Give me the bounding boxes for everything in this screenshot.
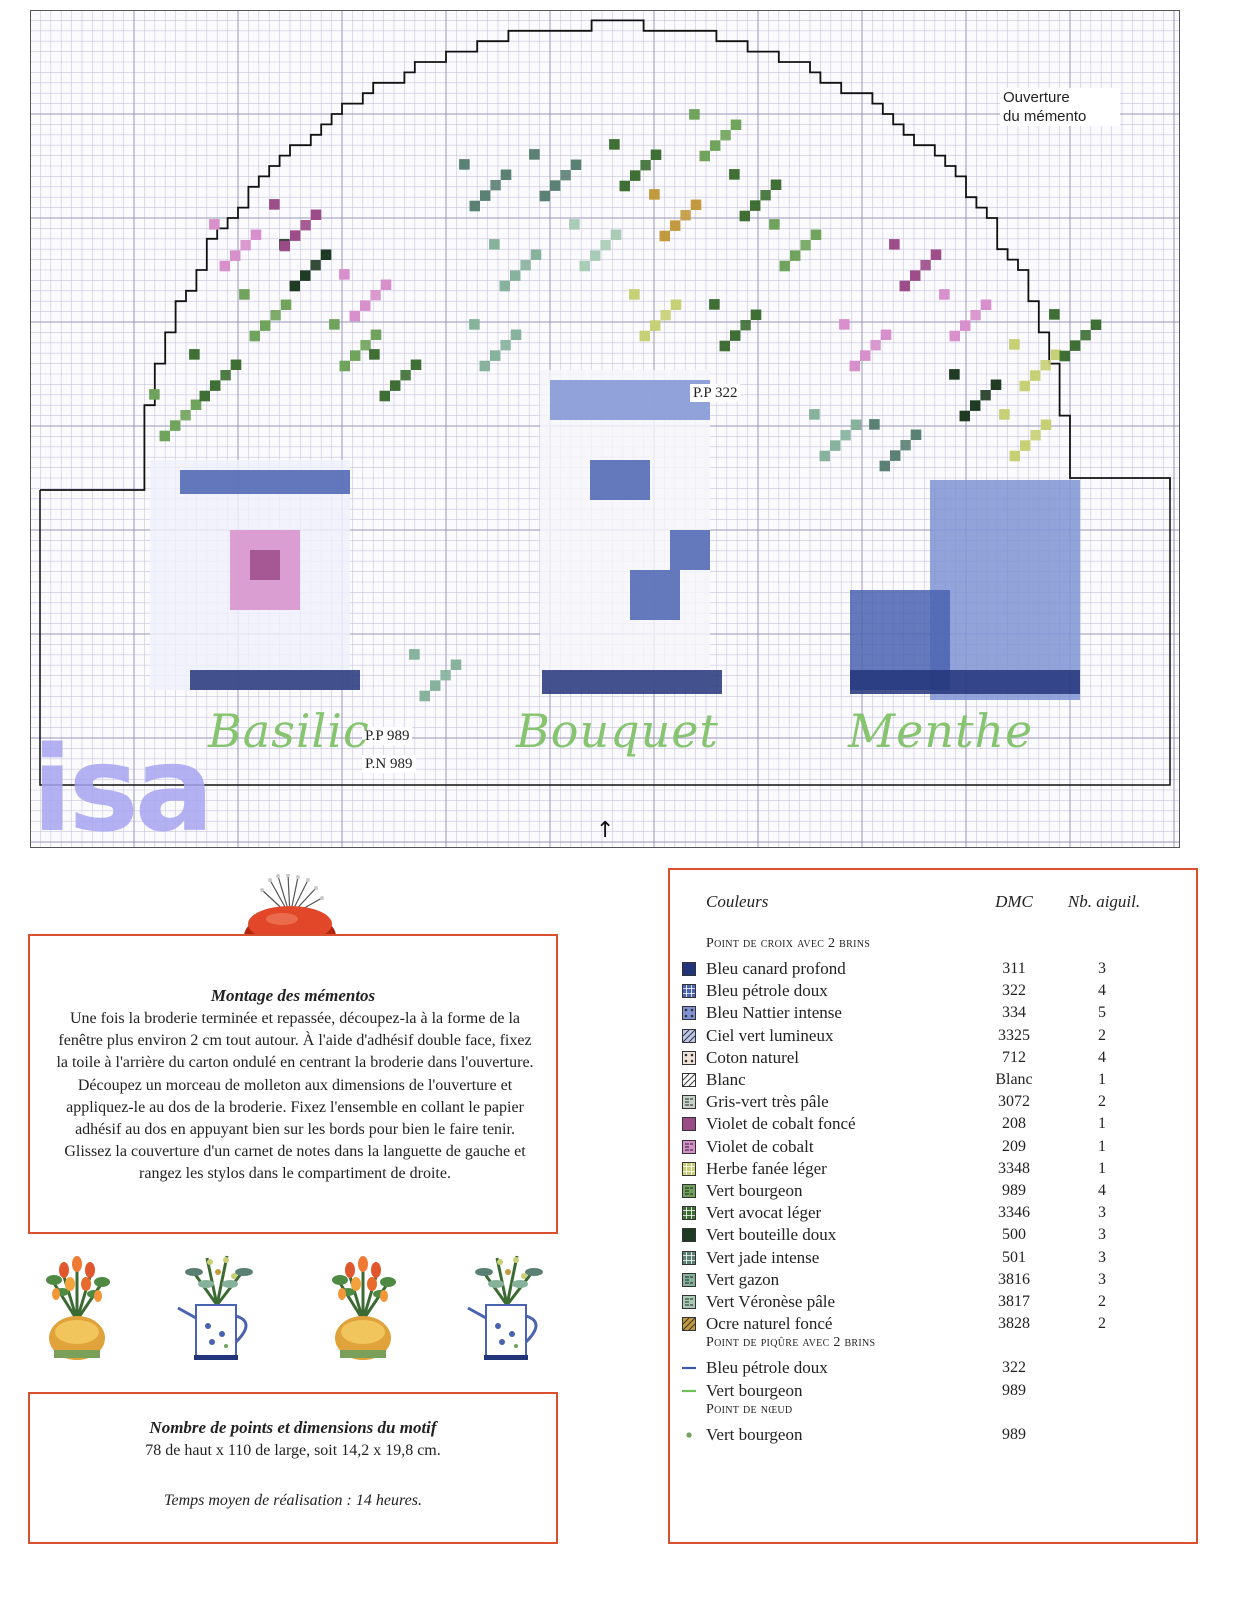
thread-name: Blanc	[706, 1070, 746, 1089]
thread-needle-count: 1	[1098, 1071, 1106, 1088]
legend-header-needles: Nb. aiguil.	[1067, 892, 1141, 911]
legend-row	[670, 1002, 1196, 1024]
thread-name: Vert bourgeon	[706, 1181, 803, 1200]
legend-row	[670, 1180, 1196, 1202]
thread-needle-count: 4	[1098, 1182, 1106, 1199]
thread-dmc-number: 500	[1002, 1226, 1026, 1244]
thread-name: Bleu pétrole doux	[706, 1358, 828, 1378]
legend-row	[670, 1380, 1196, 1402]
thread-name: Ciel vert lumineux	[706, 1025, 834, 1045]
legend-row	[670, 1269, 1196, 1291]
thread-needle-count: 4	[1098, 982, 1106, 1000]
thread-needle-count: 3	[1098, 1226, 1106, 1244]
thread-name: Vert avocat léger	[706, 1203, 822, 1223]
thread-symbol-icon	[682, 1140, 696, 1154]
thread-needle-count: 1	[1098, 1159, 1106, 1177]
dimensions-box	[28, 1392, 558, 1544]
thread-needle-count: 3	[1098, 1270, 1106, 1288]
thread-needle-count: 3	[1098, 1248, 1106, 1266]
thread-dmc-number: 3072	[998, 1093, 1030, 1111]
thread-symbol-icon	[682, 1184, 696, 1198]
legend-row	[670, 1357, 1196, 1379]
thumbnail-orange-bouquet-1	[32, 1250, 122, 1365]
dimensions-time: Temps moyen de réalisation : 14 heures.	[164, 1492, 422, 1509]
thumbnail-watering-can-2	[462, 1250, 552, 1365]
thread-symbol-icon	[682, 1317, 696, 1331]
thread-dmc-number: 209	[1002, 1137, 1026, 1155]
legend-row	[670, 1424, 1196, 1446]
legend-section-title: Point de nœud	[706, 1401, 793, 1417]
dimensions-title: Nombre de points et dimensions du motif	[149, 1418, 437, 1437]
pn989-label: P.N 989	[362, 755, 416, 773]
thread-name: Gris-vert très pâle	[706, 1092, 829, 1112]
legend-row	[670, 1247, 1196, 1269]
thread-name: Vert gazon	[706, 1269, 780, 1289]
script-basilic: Basilic	[208, 704, 370, 758]
montage-text: Une fois la broderie terminée et repassée, découpez-la à la forme de la fenêtre plus environ 2 cm tout autour. À l'aide d'adhésif double face, fixez la toile à l'arrière du carton ondulé en centrant la broderie dans l'ouverture. Découpez un morceau de molleton aux dimensions de l'ouverture et appliquez-le au dos de la broderie. Fixez l'ensemble en collant le papier adhésif au dos en appuyant bien sur les bords pour bien le faire tenir. Glissez la couverture d'un carnet de notes dans la languette de gauche et rangez les stylos dans le compartiment de droite.	[56, 1010, 534, 1183]
thread-dmc-number: 3348	[998, 1159, 1030, 1177]
legend-row	[670, 1313, 1196, 1335]
isa-watermark: isa	[32, 720, 211, 858]
montage-title: Montage des mémentos	[210, 986, 376, 1005]
thread-symbol-icon	[682, 1206, 696, 1220]
pp322-label: P.P 322	[690, 384, 740, 402]
legend-header-dmc: DMC	[995, 892, 1033, 911]
thread-dmc-number: 3828	[998, 1315, 1030, 1333]
thumbnail-orange-bouquet-2	[318, 1250, 408, 1365]
legend-row	[670, 1202, 1196, 1224]
montage-box	[28, 934, 558, 1234]
thread-symbol-icon	[682, 1228, 696, 1242]
thumbnail-watering-can-1	[172, 1250, 262, 1365]
thread-dmc-number: 208	[1002, 1115, 1026, 1133]
thread-needle-count: 4	[1098, 1048, 1106, 1066]
legend-row	[670, 1091, 1196, 1113]
thread-name: Coton naturel	[706, 1047, 800, 1067]
thread-needle-count: 1	[1098, 1115, 1106, 1133]
legend-row	[670, 1136, 1196, 1158]
thread-symbol-icon	[682, 1428, 696, 1442]
thread-symbol-icon	[682, 1073, 696, 1087]
legend-row	[670, 1069, 1196, 1091]
thread-symbol-icon	[682, 1384, 696, 1398]
thread-needle-count: 2	[1098, 1026, 1106, 1044]
legend-row	[670, 1158, 1196, 1180]
thread-name: Vert bouteille doux	[706, 1225, 837, 1245]
thread-dmc-number: 989	[1002, 1425, 1026, 1443]
thread-name: Vert Véronèse pâle	[706, 1292, 836, 1311]
thread-needle-count: 5	[1098, 1004, 1106, 1022]
legend-row	[670, 980, 1196, 1002]
thread-name: Bleu pétrole doux	[706, 981, 828, 1001]
dimensions-size: 78 de haut x 110 de large, soit 14,2 x 19,8 cm.	[145, 1442, 441, 1459]
thread-dmc-number: 3816	[998, 1270, 1030, 1288]
thread-name: Ocre naturel foncé	[706, 1314, 833, 1334]
thread-name: Violet de cobalt foncé	[706, 1114, 856, 1134]
thread-name: Bleu canard profond	[706, 959, 846, 978]
legend-section-title: Point de croix avec 2 brins	[706, 936, 871, 951]
thread-dmc-number: 712	[1002, 1048, 1026, 1066]
thread-dmc-number: 322	[1002, 1359, 1026, 1377]
thread-symbol-icon	[682, 984, 696, 998]
thread-symbol-icon	[682, 1361, 696, 1375]
legend-row	[670, 1224, 1196, 1246]
legend-row	[670, 1025, 1196, 1047]
thread-symbol-icon	[682, 962, 696, 976]
opening-label	[1000, 88, 1120, 126]
thread-dmc-number: 3325	[998, 1026, 1030, 1044]
script-menthe: Menthe	[848, 704, 1034, 758]
thread-dmc-number: 334	[1002, 1004, 1026, 1022]
legend-row	[670, 1113, 1196, 1135]
thread-name: Bleu Nattier intense	[706, 1003, 842, 1023]
thread-symbol-icon	[682, 1029, 696, 1043]
thread-needle-count: 2	[1098, 1093, 1106, 1111]
thread-needle-count: 3	[1098, 1204, 1106, 1222]
thread-name: Violet de cobalt	[706, 1136, 814, 1156]
thread-name: Vert jade intense	[706, 1247, 820, 1267]
thread-name: Herbe fanée léger	[706, 1158, 827, 1178]
legend-row	[670, 1291, 1196, 1313]
opening-label-line1: Ouverture	[1003, 89, 1070, 106]
color-legend-box	[668, 868, 1198, 1544]
center-arrow-icon: ↑	[596, 818, 615, 843]
opening-label-line2: du mémento	[1003, 108, 1087, 125]
thread-dmc-number: 322	[1002, 982, 1026, 1000]
thread-dmc-number: Blanc	[995, 1071, 1033, 1088]
thread-symbol-icon	[682, 1051, 696, 1065]
thread-name: Vert bourgeon	[706, 1424, 803, 1444]
thread-symbol-icon	[682, 1006, 696, 1020]
thread-needle-count: 2	[1098, 1293, 1106, 1310]
legend-row	[670, 1047, 1196, 1069]
thread-dmc-number: 989	[1002, 1182, 1026, 1199]
thread-dmc-number: 311	[1002, 960, 1026, 977]
thread-symbol-icon	[682, 1117, 696, 1131]
thread-dmc-number: 3346	[998, 1204, 1030, 1222]
thread-needle-count: 3	[1098, 960, 1106, 977]
legend-header-colors: Couleurs	[706, 892, 769, 911]
thread-name: Vert bourgeon	[706, 1380, 803, 1400]
thread-needle-count: 1	[1098, 1137, 1106, 1155]
thread-symbol-icon	[682, 1162, 696, 1176]
thread-dmc-number: 989	[1002, 1381, 1026, 1399]
thread-needle-count: 2	[1098, 1315, 1106, 1333]
thread-dmc-number: 3817	[998, 1293, 1030, 1310]
pp989-label: P.P 989	[362, 727, 412, 745]
thread-dmc-number: 501	[1002, 1248, 1026, 1266]
legend-section-title: Point de piqûre avec 2 brins	[706, 1335, 876, 1351]
thread-symbol-icon	[682, 1095, 696, 1109]
legend-row	[670, 958, 1196, 980]
thread-symbol-icon	[682, 1295, 696, 1309]
thread-symbol-icon	[682, 1251, 696, 1265]
script-bouquet: Bouquet	[516, 704, 719, 758]
thread-symbol-icon	[682, 1273, 696, 1287]
